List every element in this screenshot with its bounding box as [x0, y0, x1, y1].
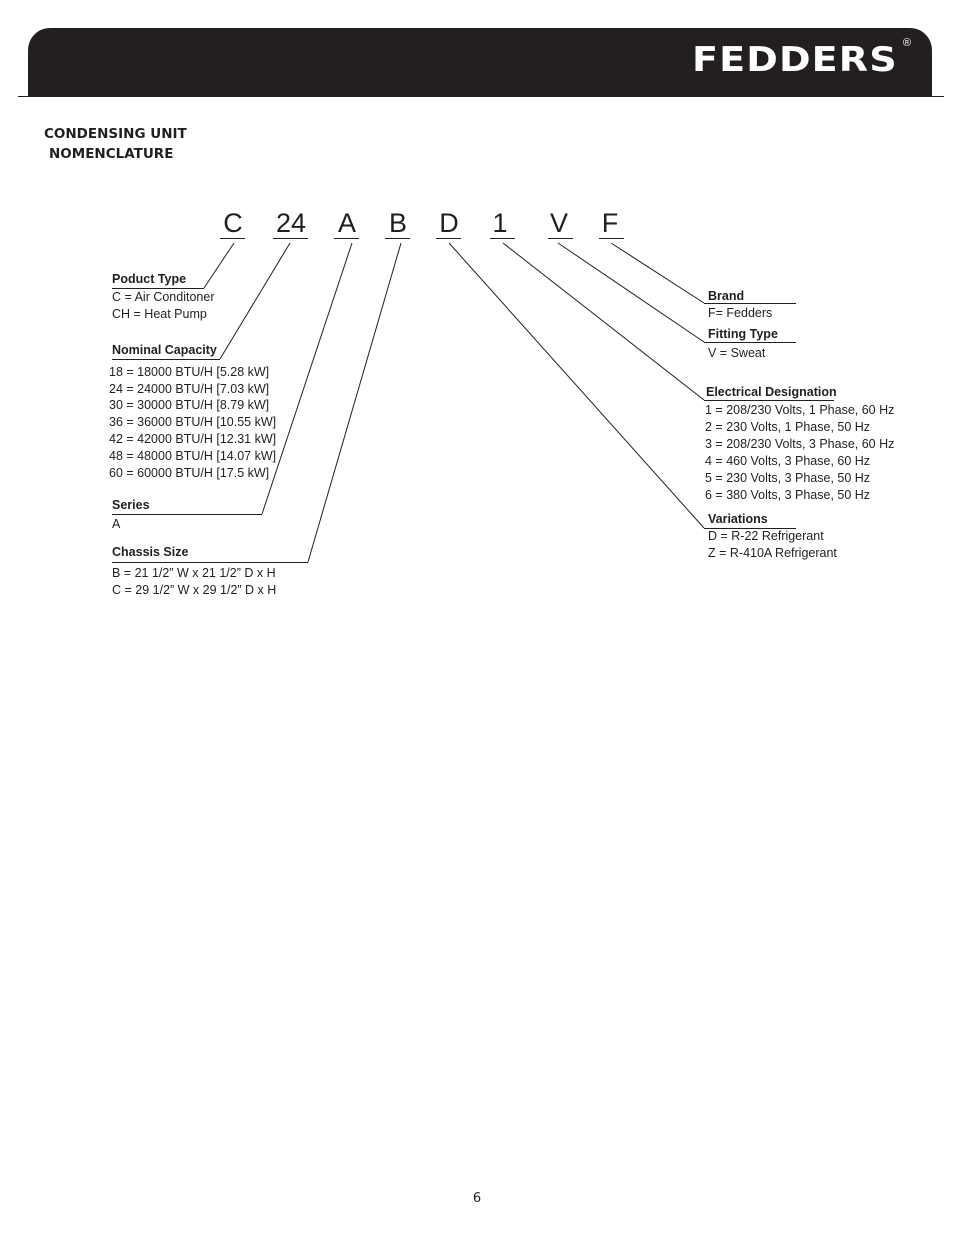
capacity-line: 30 = 30000 BTU/H [8.79 kW]	[109, 398, 270, 412]
connector-brand	[611, 243, 704, 303]
chassis-size-rule	[112, 562, 308, 563]
fitting-type-title: Fitting Type	[708, 327, 778, 341]
code-underline	[334, 238, 359, 239]
brand-rule	[704, 303, 796, 304]
code-char-series: A	[337, 208, 356, 238]
connector-chassis	[308, 243, 401, 562]
electrical-line: 6 = 380 Volts, 3 Phase, 50 Hz	[705, 488, 871, 502]
header-rule	[18, 96, 944, 97]
connector-fitting	[558, 243, 704, 342]
capacity-line: 36 = 36000 BTU/H [10.55 kW]	[109, 415, 277, 429]
nominal-capacity-rule	[112, 359, 220, 360]
code-char-electrical: 1	[492, 208, 508, 238]
capacity-line: 48 = 48000 BTU/H [14.07 kW]	[109, 449, 277, 463]
code-underline	[273, 238, 308, 239]
capacity-line: 60 = 60000 BTU/H [17.5 kW]	[109, 466, 270, 480]
code-char-product-type: C	[223, 208, 243, 238]
chassis-size-title: Chassis Size	[112, 545, 189, 559]
product-type-line: CH = Heat Pump	[112, 307, 207, 321]
code-underline	[490, 238, 515, 239]
series-line: A	[112, 517, 121, 531]
electrical-line: 2 = 230 Volts, 1 Phase, 50 Hz	[705, 420, 871, 434]
variations-line: Z = R-410A Refrigerant	[708, 546, 837, 560]
brand-line: F= Fedders	[708, 306, 773, 320]
code-underline	[220, 238, 245, 239]
series-rule	[112, 514, 262, 515]
code-underline	[385, 238, 410, 239]
electrical-line: 4 = 460 Volts, 3 Phase, 60 Hz	[705, 454, 871, 468]
chassis-line: C = 29 1/2” W x 29 1/2” D x H	[112, 583, 277, 597]
brand-title: Brand	[708, 289, 745, 303]
connector-variations	[449, 243, 704, 528]
capacity-line: 18 = 18000 BTU/H [5.28 kW]	[109, 365, 270, 379]
product-type-title: Poduct Type	[112, 272, 187, 286]
electrical-line: 3 = 208/230 Volts, 3 Phase, 60 Hz	[705, 437, 895, 451]
electrical-designation-title: Electrical Designation	[706, 385, 837, 399]
connector-electrical	[503, 243, 704, 400]
section-title-line1: CONDENSING UNIT	[44, 126, 187, 142]
variations-title: Variations	[708, 512, 768, 526]
code-underline	[599, 238, 624, 239]
code-char-chassis: B	[388, 208, 407, 238]
registered-mark: ®	[902, 37, 911, 49]
capacity-line: 24 = 24000 BTU/H [7.03 kW]	[109, 382, 270, 396]
page-number: 6	[472, 1191, 482, 1206]
section-title	[44, 124, 187, 164]
connector-capacity	[220, 243, 290, 359]
code-char-capacity: 24	[275, 208, 307, 238]
code-char-variations: D	[439, 208, 459, 238]
connector-series	[262, 243, 352, 514]
code-underline	[548, 238, 573, 239]
electrical-designation-rule	[704, 400, 834, 401]
product-type-line: C = Air Conditoner	[112, 290, 215, 304]
connector-product-type	[204, 243, 234, 288]
section-title-line2: NOMENCLATURE	[49, 146, 174, 162]
fedders-logo: FEDDERS	[692, 40, 898, 80]
series-title: Series	[112, 498, 150, 512]
code-char-brand: F	[601, 208, 619, 238]
fitting-type-rule	[704, 342, 796, 343]
fitting-type-line: V = Sweat	[708, 346, 766, 360]
code-underline	[436, 238, 461, 239]
chassis-line: B = 21 1/2” W x 21 1/2” D x H	[112, 566, 276, 580]
electrical-line: 1 = 208/230 Volts, 1 Phase, 60 Hz	[705, 403, 895, 417]
code-char-fitting: V	[549, 208, 568, 238]
nominal-capacity-title: Nominal Capacity	[112, 343, 217, 357]
variations-line: D = R-22 Refrigerant	[708, 529, 824, 543]
capacity-line: 42 = 42000 BTU/H [12.31 kW]	[109, 432, 277, 446]
electrical-line: 5 = 230 Volts, 3 Phase, 50 Hz	[705, 471, 871, 485]
